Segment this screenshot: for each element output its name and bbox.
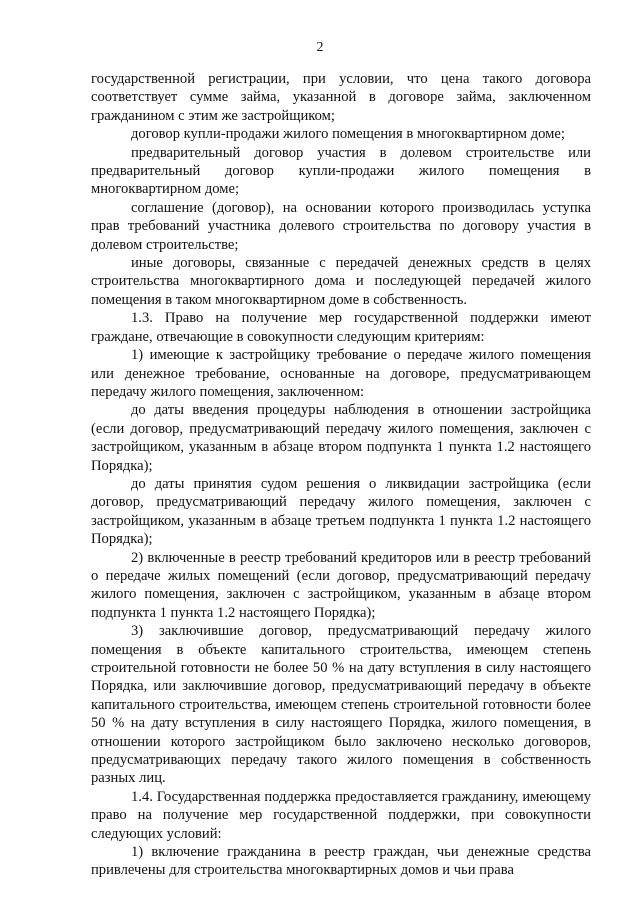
- paragraph-assignment-agreement: соглашение (договор), на основании которого производилась уступка прав требований участника долевого строительства по договору участия в долевом строительстве;: [91, 199, 591, 253]
- document-body: [91, 70, 591, 880]
- paragraph-clause-1-4: 1.4. Государственная поддержка предоставляется гражданину, имеющему право на получение мер государственной поддержки, при совокупности следующих условий:: [91, 788, 591, 842]
- paragraph-observation-date: до даты введения процедуры наблюдения в отношении застройщика (если договор, предусматривающий передачу жилого помещения, заключен с застройщиком, указанным в абзаце втором подпункта 1 пункта 1.2 настоящего Порядка);: [91, 402, 591, 474]
- paragraph-criterion-2: 2) включенные в реестр требований кредиторов или в реестр требований о передаче жилых помещений (если договор, предусматривающий передачу жилого помещения, заключен с застройщиком, указанным в абзаце втором подпункта 1 пункта 1.2 настоящего Порядка);: [91, 549, 591, 621]
- paragraph-other-contracts: иные договоры, связанные с передачей денежных средств в целях строительства многоквартирного дома и последующей передачей жилого помещения в таком многоквартирном доме в собственность.: [91, 255, 591, 308]
- paragraph-condition-1: 1) включение гражданина в реестр граждан, чьи денежные средства привлечены для строительства многоквартирных домов и чьи права: [91, 844, 591, 879]
- paragraph-criterion-1: 1) имеющие к застройщику требование о передаче жилого помещения или денежное требование, основанные на договоре, предусматривающем передачу жилого помещения, заключенном:: [91, 347, 591, 400]
- paragraph-liquidation-date: до даты принятия судом решения о ликвидации застройщика (если договор, предусматривающий передачу жилого помещения, заключен с застройщиком, указанным в абзаце третьем подпункта 1 пункта 1.2 настоящего Порядка);: [91, 475, 591, 548]
- page-number: 2: [316, 40, 324, 55]
- paragraph-preliminary-contract: предварительный договор участия в долевом строительстве или предварительный договор купли-продажи жилого помещения в многоквартирном доме;: [91, 144, 591, 198]
- paragraph-sale-contract: договор купли-продажи жилого помещения в многоквартирном доме;: [131, 126, 565, 143]
- paragraph-clause-1-3: 1.3. Право на получение мер государственной поддержки имеют граждане, отвечающие в совокупности следующим критериям:: [91, 310, 591, 345]
- paragraph-continuation: государственной регистрации, при условии, что цена такого договора соответствует сумме займа, указанной в договоре займа, заключенном гражданином с этим же застройщиком;: [91, 71, 591, 124]
- paragraph-criterion-3: 3) заключившие договор, предусматривающий передачу жилого помещения в объекте капитального строительства, имеющем степень строительной готовности не более 50 % на дату вступления в силу настоящего Порядка, или заключившие договор, предусматривающий передачу в объекте капитального строительства, имеющем степень строительной готовности более 50 % на дату вступления в силу настоящего Порядка, жилого помещения, в отношении которого застройщиком было заключено несколько договоров, предусматривающих передачу такого жилого помещения в собственность разных лиц.: [91, 623, 591, 787]
